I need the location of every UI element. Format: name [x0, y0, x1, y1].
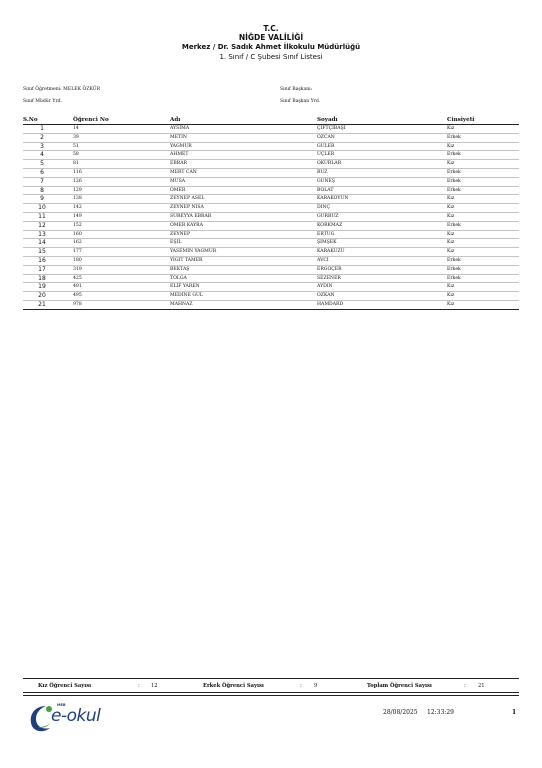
cell-sno: 7 [23, 177, 73, 186]
cell-last-name: ERGÖÇER [317, 265, 447, 274]
cell-last-name: KORKMAZ [317, 221, 447, 230]
table-row [23, 300, 519, 309]
cell-student-no: 180 [73, 256, 170, 265]
table-row [23, 221, 519, 230]
cell-last-name: ÜÇLER [317, 151, 447, 160]
cell-first-name: ZEYNEP NİSA [170, 204, 317, 213]
cell-student-no: 495 [73, 292, 170, 301]
cell-gender: Erkek [447, 256, 519, 265]
cell-gender: Kız [447, 239, 519, 248]
header-school: Merkez / Dr. Sadık Ahmet İlkokulu Müdürlüğü [181, 43, 361, 51]
cell-student-no: 319 [73, 265, 170, 274]
cell-sno: 2 [23, 133, 73, 142]
cell-last-name: AYDIN [317, 283, 447, 292]
cell-first-name: SÜREYYA EBRAR [170, 212, 317, 221]
cell-student-no: 129 [73, 186, 170, 195]
cell-gender: Kız [447, 300, 519, 309]
cell-gender: Kız [447, 204, 519, 213]
cell-sno: 19 [23, 283, 73, 292]
cell-gender: Erkek [447, 274, 519, 283]
table-row [23, 265, 519, 274]
cell-gender: Erkek [447, 151, 519, 160]
summary-top-rule [23, 678, 519, 679]
table-row [23, 186, 519, 195]
cell-first-name: MERT CAN [170, 168, 317, 177]
cell-last-name: GÜLER [317, 142, 447, 151]
cell-first-name: ÖMER [170, 186, 317, 195]
cell-student-no: 142 [73, 204, 170, 213]
cell-sno: 11 [23, 212, 73, 221]
cell-first-name: METİN [170, 133, 317, 142]
table-row [23, 133, 519, 142]
table-row [23, 160, 519, 169]
total-count-separator: : [464, 683, 466, 689]
cell-gender: Erkek [447, 221, 519, 230]
cell-first-name: MAHNAZ [170, 300, 317, 309]
male-count-separator: : [300, 683, 302, 689]
table-row [23, 239, 519, 248]
cell-last-name: HAMDARD [317, 300, 447, 309]
cell-sno: 20 [23, 292, 73, 301]
cell-sno: 12 [23, 221, 73, 230]
cell-student-no: 152 [73, 221, 170, 230]
table-row [23, 177, 519, 186]
table-body [23, 125, 519, 310]
cell-gender: Kız [447, 142, 519, 151]
cell-gender: Erkek [447, 177, 519, 186]
cell-last-name: BOLAT [317, 186, 447, 195]
table-row [23, 142, 519, 151]
cell-first-name: YAĞMUR [170, 142, 317, 151]
cell-first-name: YASEMİN YAĞMUR [170, 248, 317, 257]
cell-sno: 5 [23, 160, 73, 169]
cell-sno: 18 [23, 274, 73, 283]
male-count-label: Erkek Öğrenci Sayısı [203, 683, 264, 689]
cell-student-no: 425 [73, 274, 170, 283]
cell-first-name: YİĞİT TAMER [170, 256, 317, 265]
cell-gender: Kız [447, 160, 519, 169]
cell-first-name: ÖMER KAYRA [170, 221, 317, 230]
cell-first-name: ZEYNEP ASEL [170, 195, 317, 204]
cell-last-name: ÖZKAN [317, 292, 447, 301]
class-president: Sınıf Başkanı: [280, 87, 313, 92]
cell-last-name: ERTUĞ [317, 230, 447, 239]
cell-first-name: BEKTAŞ [170, 265, 317, 274]
table-row [23, 151, 519, 160]
cell-first-name: EŞİL [170, 239, 317, 248]
cell-first-name: TOLGA [170, 274, 317, 283]
cell-student-no: 138 [73, 195, 170, 204]
table-row [23, 195, 519, 204]
summary-bottom-rule-2 [23, 695, 519, 696]
col-header-first-name: Adı [170, 117, 181, 123]
cell-gender: Kız [447, 125, 519, 134]
cell-student-no: 126 [73, 177, 170, 186]
cell-gender: Kız [447, 283, 519, 292]
total-count-label: Toplam Öğrenci Sayısı [367, 683, 432, 689]
cell-gender: Kız [447, 195, 519, 204]
class-teacher: Sınıf Öğretmeni: MELEK ÖZKÜR [23, 87, 101, 92]
vice-principal: Sınıf Müdür Yrd. [23, 99, 63, 104]
cell-sno: 13 [23, 230, 73, 239]
eokul-wordmark: e-okul [51, 706, 101, 726]
table-row [23, 125, 519, 134]
cell-last-name: DİNÇ [317, 204, 447, 213]
table-row [23, 204, 519, 213]
col-header-student-no: Öğrenci No [73, 117, 109, 123]
class-vice-president: Sınıf Başkan Yrd. [280, 99, 321, 104]
female-count-label: Kız Öğrenci Sayısı [38, 683, 92, 689]
cell-last-name: GÜNEŞ [317, 177, 447, 186]
cell-gender: Erkek [447, 265, 519, 274]
cell-last-name: BUZ [317, 168, 447, 177]
cell-student-no: 14 [73, 125, 170, 134]
cell-sno: 10 [23, 204, 73, 213]
cell-last-name: ÇİFTÇİBAŞI [317, 125, 447, 134]
cell-gender: Kız [447, 230, 519, 239]
table-row [23, 274, 519, 283]
table-row [23, 168, 519, 177]
student-table [23, 117, 519, 310]
cell-first-name: AHMET [170, 151, 317, 160]
cell-student-no: 149 [73, 212, 170, 221]
cell-sno: 4 [23, 151, 73, 160]
col-header-gender: Cinsiyeti [447, 117, 475, 123]
table-row [23, 256, 519, 265]
cell-student-no: 81 [73, 160, 170, 169]
cell-student-no: 491 [73, 283, 170, 292]
cell-sno: 17 [23, 265, 73, 274]
cell-student-no: 51 [73, 142, 170, 151]
table-header-row [23, 117, 519, 125]
cell-student-no: 162 [73, 239, 170, 248]
female-count-separator: : [138, 683, 140, 689]
cell-sno: 8 [23, 186, 73, 195]
eokul-logo [26, 700, 106, 734]
table-row [23, 230, 519, 239]
cell-first-name: MUSA [170, 177, 317, 186]
table-row [23, 248, 519, 257]
col-header-sno: S.No [23, 117, 38, 123]
table-row [23, 292, 519, 301]
cell-sno: 6 [23, 168, 73, 177]
cell-sno: 3 [23, 142, 73, 151]
cell-gender: Kız [447, 212, 519, 221]
header-tc: T.C. [263, 24, 279, 33]
page-number: 1 [512, 709, 517, 716]
cell-last-name: SEZENER [317, 274, 447, 283]
cell-gender: Erkek [447, 168, 519, 177]
table-row [23, 283, 519, 292]
print-time: 12:33:29 [427, 709, 454, 716]
cell-student-no: 39 [73, 133, 170, 142]
meb-label: MEB [57, 703, 66, 707]
cell-student-no: 160 [73, 230, 170, 239]
cell-student-no: 978 [73, 300, 170, 309]
cell-last-name: ÖZCAN [317, 133, 447, 142]
header-governorship: NİĞDE VALİLİĞİ [238, 33, 304, 42]
cell-sno: 15 [23, 248, 73, 257]
cell-last-name: GÜRBÜZ [317, 212, 447, 221]
cell-sno: 14 [23, 239, 73, 248]
total-count-value: 21 [478, 683, 485, 689]
cell-student-no: 58 [73, 151, 170, 160]
cell-first-name: EBRAR [170, 160, 317, 169]
cell-sno: 16 [23, 256, 73, 265]
female-count-value: 12 [151, 683, 158, 689]
cell-first-name: MEDİNE GÜL [170, 292, 317, 301]
cell-first-name: AYSİMA [170, 125, 317, 134]
print-date: 28/08/2025 [383, 709, 418, 716]
col-header-last-name: Soyadı [317, 117, 338, 123]
cell-student-no: 116 [73, 168, 170, 177]
cell-gender: Kız [447, 292, 519, 301]
cell-sno: 21 [23, 300, 73, 309]
cell-last-name: KARAKUZU [317, 248, 447, 257]
cell-last-name: KARAKOYUN [317, 195, 447, 204]
cell-gender: Erkek [447, 186, 519, 195]
cell-last-name: OKURLAR [317, 160, 447, 169]
header-class-list-title: 1. Sınıf / C Şubesi Sınıf Listesi [219, 53, 323, 61]
cell-sno: 1 [23, 125, 73, 134]
cell-last-name: AVCI [317, 256, 447, 265]
cell-student-no: 177 [73, 248, 170, 257]
cell-first-name: ZEYNEP [170, 230, 317, 239]
table-row [23, 212, 519, 221]
cell-first-name: ELİF YAREN [170, 283, 317, 292]
male-count-value: 9 [314, 683, 318, 689]
cell-sno: 9 [23, 195, 73, 204]
cell-gender: Kız [447, 248, 519, 257]
cell-last-name: ŞİMŞEK [317, 239, 447, 248]
cell-gender: Erkek [447, 133, 519, 142]
summary-bottom-rule-1 [23, 692, 519, 693]
